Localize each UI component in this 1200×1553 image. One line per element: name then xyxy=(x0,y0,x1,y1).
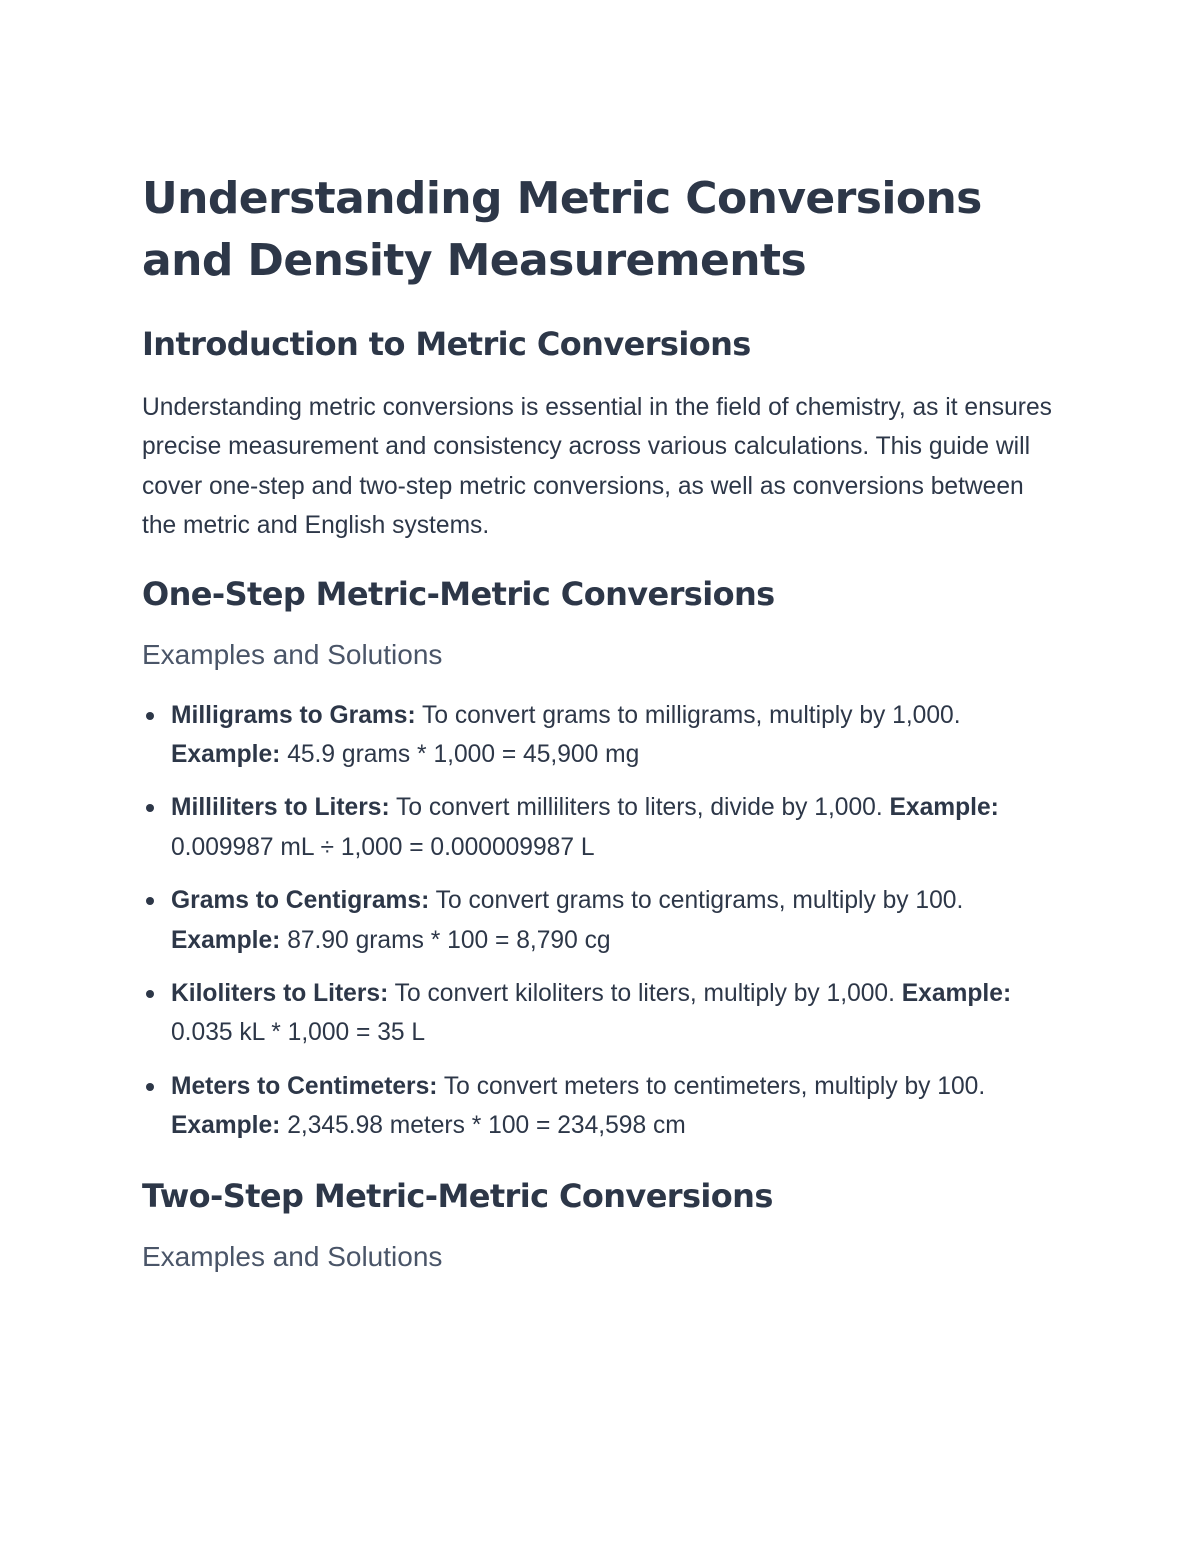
conversion-term: Kiloliters to Liters: xyxy=(171,980,389,1008)
conversion-rule: To convert grams to centigrams, multiply by 100. xyxy=(429,887,964,915)
example-text: 0.035 kL * 1,000 = 35 L xyxy=(171,1019,426,1047)
conversion-rule: To convert milliliters to liters, divide by 1,000. xyxy=(389,794,890,822)
conversion-term: Grams to Centigrams: xyxy=(171,887,430,915)
list-item xyxy=(142,696,1062,775)
subheading-examples-one-step: Examples and Solutions xyxy=(142,638,443,670)
example-text: 87.90 grams * 100 = 8,790 cg xyxy=(280,926,611,954)
example-text: 45.9 grams * 1,000 = 45,900 mg xyxy=(280,741,640,769)
conversion-term: Milliliters to Liters: xyxy=(171,794,390,822)
bullet-icon xyxy=(146,990,154,998)
example-text: 0.009987 mL ÷ 1,000 = 0.000009987 L xyxy=(171,833,595,861)
example-label: Example: xyxy=(171,1112,281,1140)
conversion-term: Milligrams to Grams: xyxy=(171,701,416,729)
conversion-rule: To convert meters to centimeters, multiply by 100. xyxy=(437,1072,986,1100)
one-step-examples-list xyxy=(142,696,1062,1146)
document-page xyxy=(142,168,1062,1298)
bullet-icon xyxy=(146,1083,154,1091)
bullet-icon xyxy=(146,804,154,812)
section-heading-one-step: One-Step Metric-Metric Conversions xyxy=(142,574,775,613)
conversion-term: Meters to Centimeters: xyxy=(171,1072,438,1100)
bullet-icon xyxy=(146,897,154,905)
example-text: 2,345.98 meters * 100 = 234,598 cm xyxy=(280,1112,686,1140)
introduction-paragraph: Understanding metric conversions is essential in the field of chemistry, as it ensures precise measurement and consistency across various calculations. This guide will cover one-step and two-step metric conversions, as well as conversions between the metric and English systems. xyxy=(142,394,1052,540)
bullet-icon xyxy=(146,712,154,720)
subheading-examples-two-step: Examples and Solutions xyxy=(142,1240,443,1272)
conversion-rule: To convert kiloliters to liters, multiply by 1,000. xyxy=(388,980,902,1008)
section-heading-two-step: Two-Step Metric-Metric Conversions xyxy=(142,1176,773,1215)
list-item xyxy=(142,881,1062,960)
example-label: Example: xyxy=(889,794,999,822)
document-title: Understanding Metric Conversions and Density Measurements xyxy=(142,173,982,286)
example-label: Example: xyxy=(901,980,1012,1008)
conversion-rule: To convert grams to milligrams, multiply by 1,000. xyxy=(415,701,961,729)
list-item xyxy=(142,788,1062,867)
list-item xyxy=(142,1067,1062,1146)
example-label: Example: xyxy=(171,741,281,769)
section-heading-introduction: Introduction to Metric Conversions xyxy=(142,325,751,363)
list-item xyxy=(142,974,1062,1053)
example-label: Example: xyxy=(171,926,281,954)
